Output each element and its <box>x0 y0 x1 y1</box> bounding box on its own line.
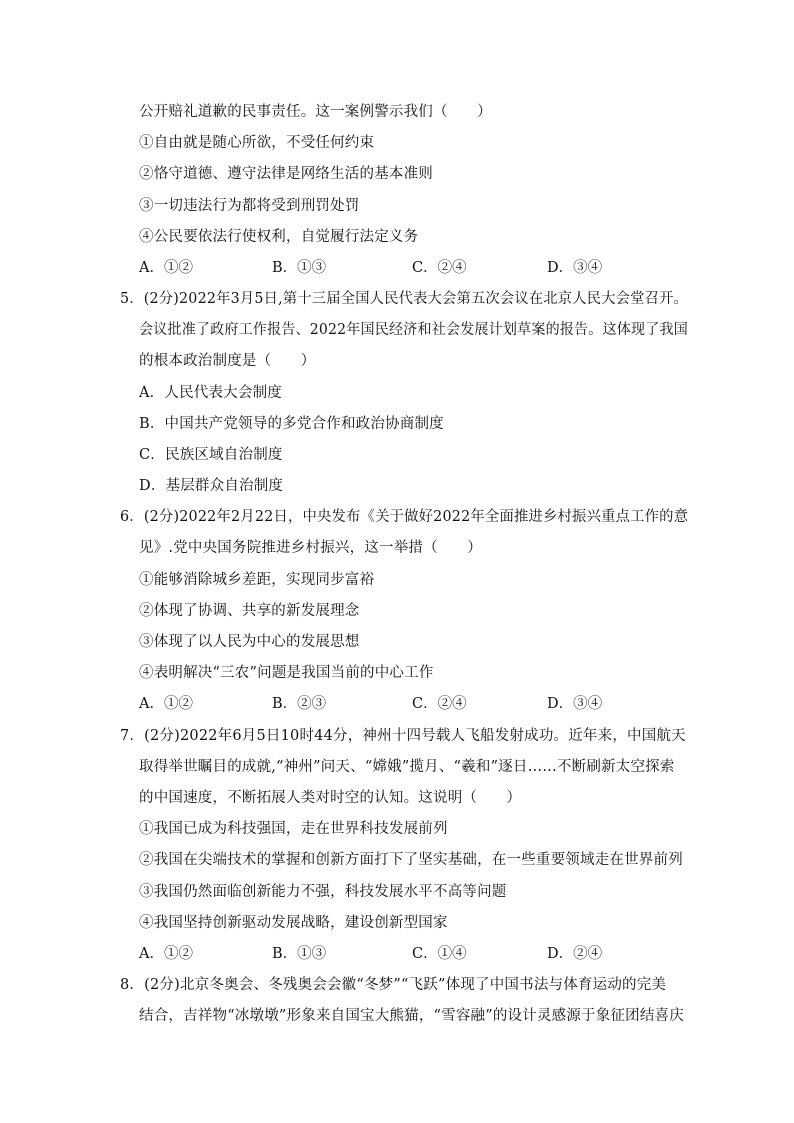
q6-statement-3: ③体现了以人民为中心的发展思想 <box>139 634 360 650</box>
q7-stem-line-3: 的中国速度，不断拓展人类对时空的认知。这说明（ ） <box>139 790 522 806</box>
q5-option-d[interactable]: D．基层群众自治制度 <box>139 478 284 494</box>
q4-option-b[interactable]: B．①③ <box>272 260 327 276</box>
q8-stem-line-1: 8．(2分)北京冬奥会、冬残奥会会徽“冬梦”“飞跃”体现了中国书法与体育运动的完美 <box>120 977 667 993</box>
q5-option-c[interactable]: C．民族区域自治制度 <box>139 447 283 463</box>
q6-option-c[interactable]: C．②④ <box>412 696 467 712</box>
q4-options <box>139 258 659 278</box>
q6-stem-line-2: 见》.党中央国务院推进乡村振兴，这一举措（ ） <box>139 540 482 556</box>
q8-stem-line-2: 结合，吉祥物“冰墩墩”形象来自国宝大熊猫，“雪容融”的设计灵感源于象征团结喜庆 <box>139 1008 684 1024</box>
q6-statement-2: ②体现了协调、共享的新发展理念 <box>139 603 360 619</box>
q6-option-b[interactable]: B．②③ <box>272 696 327 712</box>
q6-statement-1: ①能够消除城乡差距，实现同步富裕 <box>139 572 375 588</box>
q6-option-d[interactable]: D．③④ <box>547 696 603 712</box>
q6-options <box>139 694 659 714</box>
q4-statement-3: ③一切违法行为都将受到刑罚处罚 <box>139 198 360 214</box>
q5-stem-line-2: 会议批准了政府工作报告、2022年国民经济和社会发展计划草案的报告。这体现了我国 <box>139 322 688 338</box>
q4-option-d[interactable]: D．③④ <box>547 260 603 276</box>
q7-option-c[interactable]: C．①④ <box>412 946 467 962</box>
q7-statement-4: ④我国坚持创新驱动发展战略，建设创新型国家 <box>139 915 448 931</box>
q4-statement-4: ④公民要依法行使权利，自觉履行法定义务 <box>139 229 419 245</box>
q7-stem-line-2: 取得举世瞩目的成就,“神州”问天、“嫦娥”揽月、“羲和”逐日……不断刷新太空探索 <box>139 759 675 775</box>
q6-stem-line-1: 6．(2分)2022年2月22日，中央发布《关于做好2022年全面推进乡村振兴重点工作的意 <box>120 509 689 525</box>
q4-option-a[interactable]: A．①② <box>139 260 193 276</box>
q4-statement-2: ②恪守道德、遵守法律是网络生活的基本准则 <box>139 166 433 182</box>
q7-statement-3: ③我国仍然面临创新能力不强，科技发展水平不高等问题 <box>139 884 507 900</box>
q7-option-b[interactable]: B．①③ <box>272 946 327 962</box>
q7-statement-1: ①我国已成为科技强国，走在世界科技发展前列 <box>139 821 448 837</box>
q4-option-c[interactable]: C．②④ <box>412 260 467 276</box>
q4-stem-continuation: 公开赔礼道歉的民事责任。这一案例警示我们（ ） <box>139 104 492 120</box>
q6-option-a[interactable]: A．①② <box>139 696 193 712</box>
q5-stem-line-1: 5．(2分)2022年3月5日,第十三届全国人民代表大会第五次会议在北京人民大会堂召开。 <box>120 291 689 307</box>
q5-stem-line-3: 的根本政治制度是（ ） <box>139 353 316 369</box>
q7-option-a[interactable]: A．①② <box>139 946 193 962</box>
q4-statement-1: ①自由就是随心所欲，不受任何约束 <box>139 135 375 151</box>
q7-statement-2: ②我国在尖端技术的掌握和创新方面打下了坚实基础，在一些重要领域走在世界前列 <box>139 852 683 868</box>
q5-option-b[interactable]: B．中国共产党领导的多党合作和政治协商制度 <box>139 416 444 432</box>
q5-option-a[interactable]: A．人民代表大会制度 <box>139 385 282 401</box>
q7-stem-line-1: 7．(2分)2022年6月5日10时44分，神州十四号载人飞船发射成功。近年来，中国航天 <box>120 728 686 744</box>
q6-statement-4: ④表明解决“三农”问题是我国当前的中心工作 <box>139 665 434 681</box>
q7-options <box>139 944 659 964</box>
q7-option-d[interactable]: D．②④ <box>547 946 603 962</box>
